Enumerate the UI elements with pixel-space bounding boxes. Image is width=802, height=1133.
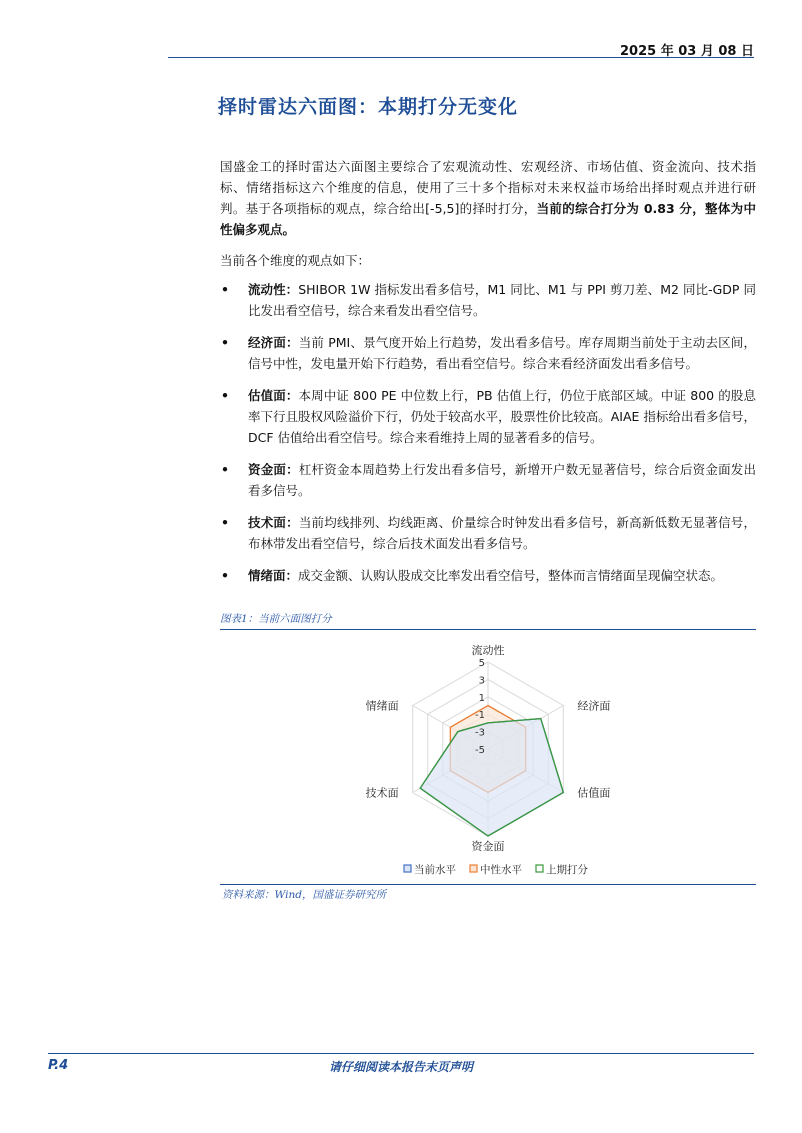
bullet-label: 技术面： [248, 515, 299, 530]
intro-text: 国盛金工的择时雷达六面图主要综合了宏观流动性、宏观经济、市场估值、资金流向、技术指标、情绪指标这六个维度的信息，使用了三十多个指标对未来权益市场给出择时观点并进行研判。基于各项指标的观点，综合给出[-5,5]的择时打分， [220, 159, 756, 216]
radar-axis-label: 情绪面 [365, 699, 399, 713]
radar-tick-label: -1 [475, 710, 485, 722]
radar-tick-label: -3 [475, 727, 485, 739]
bullet-text: SHIBOR 1W 指标发出看多信号，M1 同比、M1 与 PPI 剪刀差、M2 同比-GDP 同比发出看空信号，综合来看发出看空信号。 [248, 282, 756, 318]
section-title: 择时雷达六面图：本期打分无变化 [218, 96, 519, 118]
bullet-label: 流动性： [248, 282, 299, 297]
header-divider [168, 57, 754, 58]
figure-caption: 图表1：当前六面图打分 [220, 613, 332, 625]
legend-label: 中性水平 [480, 864, 522, 876]
bullet-icon: • [221, 568, 229, 583]
dimensions-lead: 当前各个维度的观点如下： [220, 253, 371, 268]
disclaimer-note: 请仔细阅读本报告末页声明 [328, 1060, 473, 1074]
list-item [220, 459, 756, 501]
figure-bottom-divider [220, 884, 756, 885]
body-text [220, 156, 756, 597]
report-date: 2025 年 03 月 08 日 [620, 44, 754, 59]
bullet-label: 资金面： [248, 462, 299, 477]
radar-tick-label: -5 [475, 745, 485, 756]
bullet-icon: • [221, 462, 229, 477]
bullet-text: 当前均线排列、均线距离、价量综合时钟发出看多信号，新高新低数无显著信号，布林带发出看空信号，综合后技术面发出看多信号。 [248, 515, 756, 551]
list-item [220, 512, 756, 554]
legend-label: 当前水平 [414, 864, 456, 876]
bullet-label: 估值面： [248, 388, 299, 403]
bullet-label: 经济面： [248, 335, 299, 350]
bullet-text: 当前 PMI、景气度开始上行趋势，发出看多信号。库存周期当前处于主动去区间，信号中性，发电量开始下行趋势，看出看空信号。综合来看经济面发出看多信号。 [248, 335, 756, 371]
radar-axis-label: 资金面 [471, 840, 505, 853]
radar-axis-label: 经济面 [577, 699, 611, 713]
list-item [220, 332, 756, 374]
legend-swatch [404, 865, 411, 872]
radar-axis-label: 流动性 [471, 644, 505, 657]
bullet-text: 本周中证 800 PE 中位数上行，PB 估值上行，仍位于底部区域。中证 800 的股息率下行且股权风险溢价下行，仍处于较高水平，股票性价比较高。AIAE 指标给出看多信号，DCF 估值给出看空信号。综合来看维持上周的显著看多的信号。 [248, 388, 756, 445]
bullet-text: 成交金额、认购认股成交比率发出看空信号，整体而言情绪面呈现偏空状态。 [298, 568, 724, 583]
radar-tick-label: 3 [478, 675, 485, 687]
figure-source: 资料来源：Wind，国盛证券研究所 [222, 889, 386, 901]
radar-series-1 [420, 719, 563, 836]
bullet-label: 情绪面： [248, 568, 299, 583]
legend-label: 上期打分 [546, 864, 588, 876]
dimension-list [220, 279, 756, 586]
page-number: P.4 [48, 1058, 69, 1073]
intro-paragraph [220, 156, 756, 240]
list-item [220, 385, 756, 448]
radar-chart [220, 630, 756, 882]
bullet-text: 杠杆资金本周趋势上行发出看多信号，新增开户数无显著信号，综合后资金面发出看多信号。 [248, 462, 756, 498]
legend-swatch [470, 865, 477, 872]
list-item [220, 565, 756, 586]
bullet-icon: • [221, 515, 229, 530]
radar-axis-label: 技术面 [365, 786, 399, 800]
intro-conclusion: 当前的综合打分为 0.83 分，整体为中性偏多观点。 [220, 201, 756, 237]
legend-swatch [536, 865, 543, 872]
bullet-icon: • [221, 388, 229, 403]
bullet-icon: • [221, 282, 229, 297]
radar-tick-label: 5 [478, 658, 485, 669]
radar-axis-label: 估值面 [577, 786, 611, 800]
bullet-icon: • [221, 335, 229, 350]
list-item [220, 279, 756, 321]
footer-divider [48, 1053, 754, 1054]
radar-tick-label: 1 [478, 692, 485, 704]
